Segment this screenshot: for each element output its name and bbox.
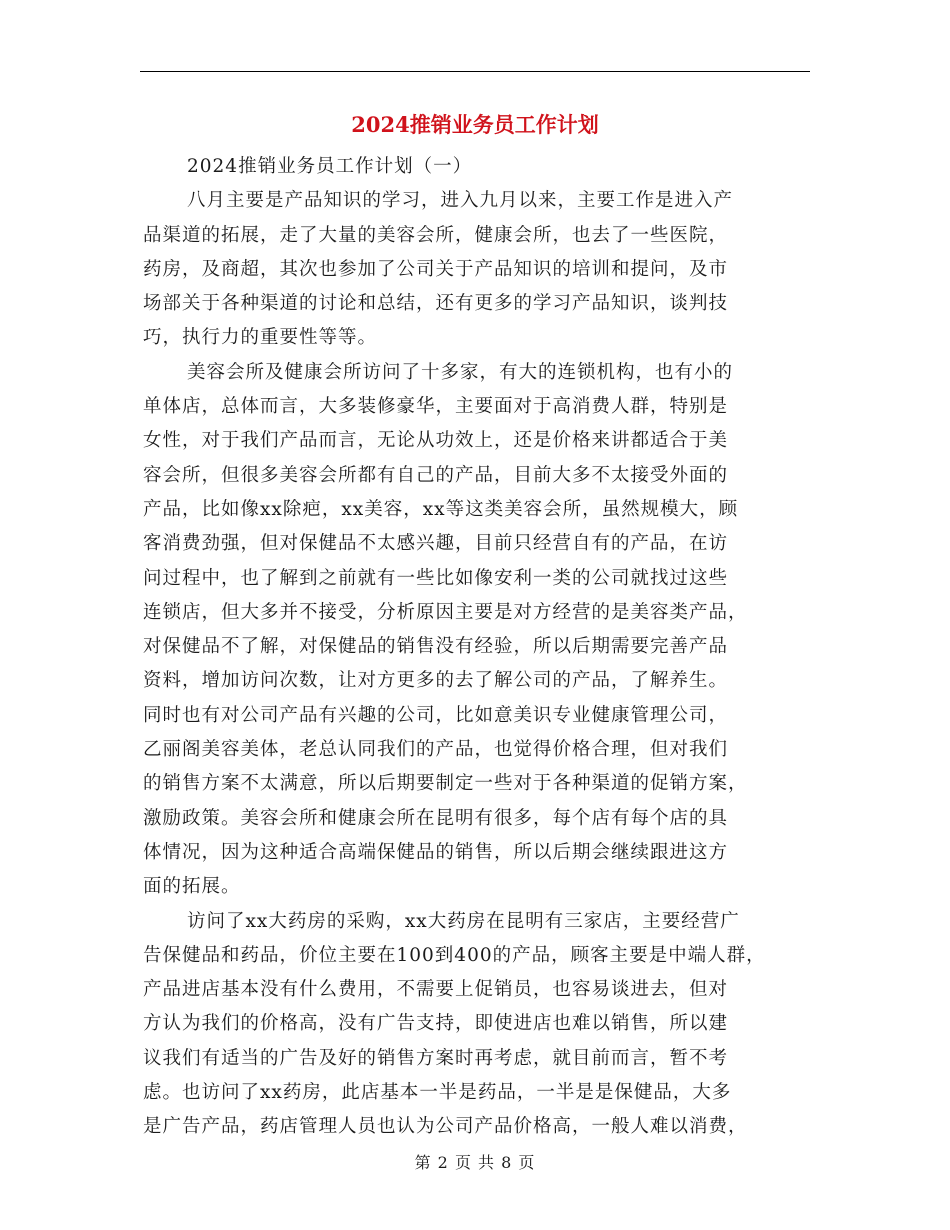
- text-line: 2024推销业务员工作计划（一）: [187, 156, 473, 177]
- text-line: 产品进店基本没有什么费用，不需要上促销员，也容易谈进去，但对: [143, 979, 729, 1001]
- text-line: 激励政策。美容会所和健康会所在昆明有很多，每个店有每个店的具: [143, 807, 729, 829]
- text-line: 问过程中，也了解到之前就有一些比如像安利一类的公司就找过这些: [143, 567, 729, 589]
- text-line: 告保健品和药品，价位主要在100到400的产品，顾客主要是中端人群，: [143, 944, 766, 966]
- text-line: 单体店，总体而言，大多装修豪华，主要面对于高消费人群，特别是: [143, 396, 729, 418]
- text-line: 容会所，但很多美容会所都有自己的产品，目前大多不太接受外面的: [143, 464, 729, 486]
- text-line: 美容会所及健康会所访问了十多家，有大的连锁机构，也有小的: [187, 361, 734, 383]
- page-number: 第 2 页 共 8 页: [414, 1153, 536, 1172]
- text-line: 是广告产品，药店管理人员也认为公司产品价格高，一般人难以消费，: [143, 1116, 748, 1138]
- text-line: 品渠道的拓展，走了大量的美容会所，健康会所，也去了一些医院，: [143, 224, 729, 246]
- text-line: 八月主要是产品知识的学习，进入九月以来，主要工作是进入产: [187, 190, 734, 212]
- text-line: 的销售方案不太满意，所以后期要制定一些对于各种渠道的促销方案，: [143, 773, 748, 795]
- text-line: 面的拓展。: [143, 876, 241, 898]
- text-line: 议我们有适当的广告及好的销售方案时再考虑，就目前而言，暂不考: [143, 1047, 729, 1069]
- header-rule: [140, 71, 810, 72]
- text-line: 体情况，因为这种适合高端保健品的销售，所以后期会继续跟进这方: [143, 841, 729, 863]
- text-line: 同时也有对公司产品有兴趣的公司，比如意美识专业健康管理公司，: [143, 704, 729, 726]
- text-line: 乙丽阁美容美体，老总认同我们的产品，也觉得价格合理，但对我们: [143, 739, 729, 761]
- text-line: 连锁店，但大多并不接受，分析原因主要是对方经营的是美容类产品，: [143, 601, 748, 623]
- text-line: 场部关于各种渠道的讨论和总结，还有更多的学习产品知识，谈判技: [143, 293, 729, 315]
- text-line: 方认为我们的价格高，没有广告支持，即使进店也难以销售，所以建: [143, 1013, 729, 1035]
- text-line: 巧，执行力的重要性等等。: [143, 327, 378, 349]
- document-title: 2024推销业务员工作计划: [351, 112, 599, 137]
- text-line: 对保健品不了解，对保健品的销售没有经验，所以后期需要完善产品: [143, 636, 729, 658]
- text-line: 产品，比如像xx除疤，xx美容，xx等这类美容会所，虽然规模大，顾: [143, 498, 739, 520]
- text-line: 虑。也访问了xx药房，此店基本一半是药品，一半是是保健品，大多: [143, 1082, 732, 1104]
- text-line: 客消费劲强，但对保健品不太感兴趣，目前只经营自有的产品，在访: [143, 533, 729, 555]
- text-line: 访问了xx大药房的采购，xx大药房在昆明有三家店，主要经营广: [187, 910, 740, 932]
- text-line: 女性，对于我们产品而言，无论从功效上，还是价格来讲都适合于美: [143, 430, 729, 452]
- text-line: 资料，增加访问次数，让对方更多的去了解公司的产品，了解养生。: [143, 670, 729, 692]
- document-body: [143, 150, 813, 1145]
- text-line: 药房，及商超，其次也参加了公司关于产品知识的培训和提问，及市: [143, 258, 729, 280]
